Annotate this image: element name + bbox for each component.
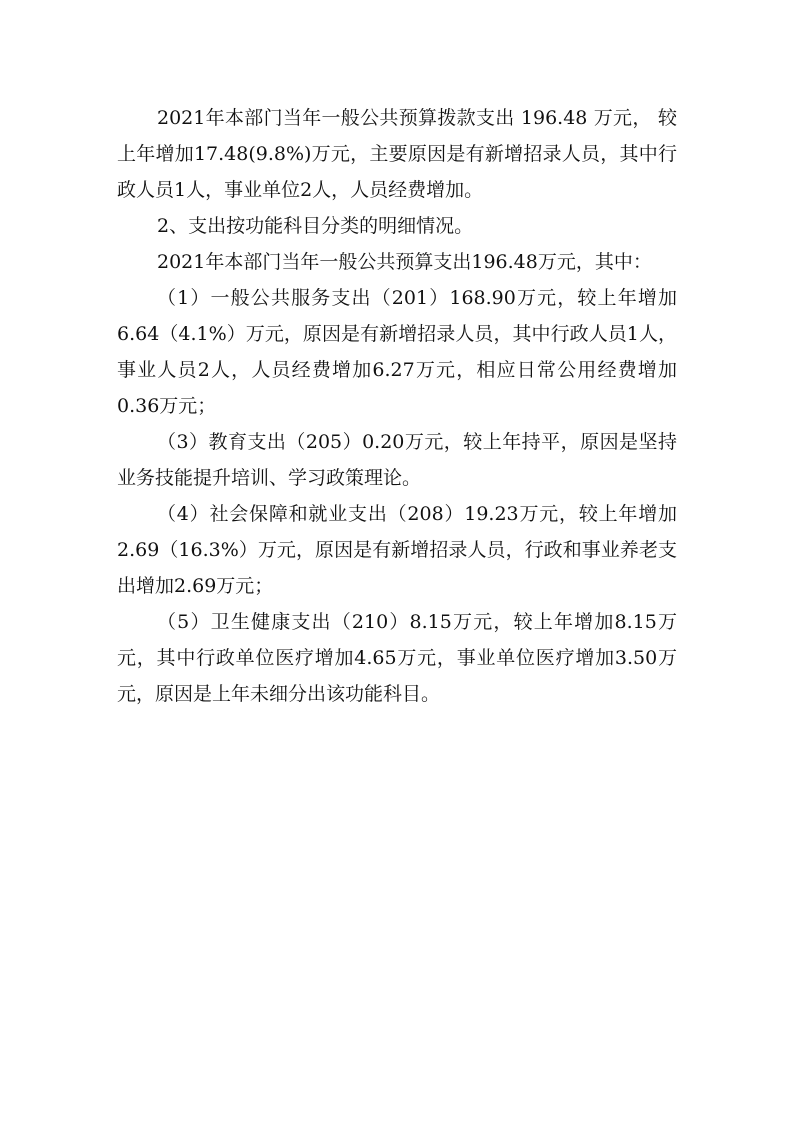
paragraph-general-public-services: （1）一般公共服务支出（201）168.90万元，较上年增加6.64（4.1%）万元，原因是有新增招录人员，其中行政人员1人，事业人员2人，人员经费增加6.27万元，相应日常公用经费增加0.36万元； xyxy=(117,287,677,417)
paragraph-budget-total: 2021年本部门当年一般公共预算拨款支出 196.48 万元， 较上年增加17.48(9.8%)万元，主要原因是有新增招录人员，其中行政人员1人，事业单位2人，人员经费增加。 xyxy=(117,107,677,201)
document-body xyxy=(117,100,677,712)
paragraph-section-heading: 2、支出按功能科目分类的明细情况。 xyxy=(157,215,474,237)
paragraph-education: （3）教育支出（205）0.20万元，较上年持平，原因是坚持业务技能提升培训、学习政策理论。 xyxy=(117,431,677,489)
paragraph-social-security: （4）社会保障和就业支出（208）19.23万元，较上年增加2.69（16.3%）万元，原因是有新增招录人员，行政和事业养老支出增加2.69万元； xyxy=(117,503,677,597)
paragraph-expenditure-summary: 2021年本部门当年一般公共预算支出196.48万元，其中： xyxy=(157,251,652,273)
paragraph-health: （5）卫生健康支出（210）8.15万元，较上年增加8.15万元，其中行政单位医疗增加4.65万元，事业单位医疗增加3.50万元，原因是上年未细分出该功能科目。 xyxy=(117,611,677,705)
